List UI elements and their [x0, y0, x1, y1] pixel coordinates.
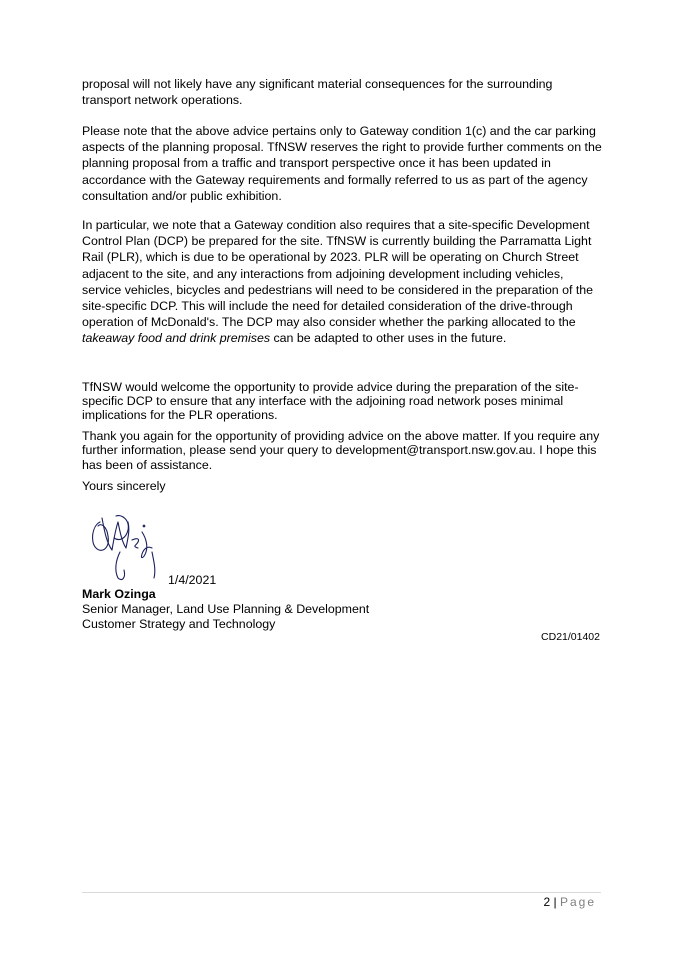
page-footer: [543, 895, 596, 909]
signature-date: 1/4/2021: [168, 573, 217, 587]
dcp-text-start: In particular, we note that a Gateway condition also requires that a site-specific Development Control Plan (DCP) be prepared for the site. TfNSW is currently building the Parramatta Light Rail (PLR), which is due to be operational by 2023. PLR will be operating on Church Street adjacent to the site, and any interactions from adjoining development including vehicles, service vehicles, bicycles and pedestrians will need to be considered in the preparation of the site-specific DCP. This will include the need for detailed consideration of the drive-through operation of McDonald's. The DCP may also consider whether the parking allocated to the: [82, 218, 594, 330]
paragraph-welcome-advice: TfNSW would welcome the opportunity to provide advice during the preparation of the site-specific DCP to ensure that any interface with the adjoining road network poses minimal implications for the PLR operations.: [82, 380, 579, 422]
footer-separator: |: [553, 895, 557, 909]
dcp-text-end: can be adapted to other uses in the future.: [270, 331, 507, 346]
document-reference: CD21/01402: [541, 631, 600, 643]
signatory-name: Mark Ozinga: [82, 587, 156, 601]
signatory-unit: Customer Strategy and Technology: [82, 617, 276, 631]
footer-divider: [82, 892, 601, 893]
closing-salutation: Yours sincerely: [82, 479, 166, 493]
paragraph-advice-scope: Please note that the above advice pertains only to Gateway condition 1(c) and the car parking aspects of the planning proposal. TfNSW reserves the right to provide further comments on the planning proposal from a traffic and transport perspective once it has been updated in accordance with the Gateway requirements and formally referred to us as part of the agency consultation and/or public exhibition.: [82, 124, 602, 203]
paragraph-consequences: proposal will not likely have any significant material consequences for the surrounding transport network operations.: [82, 77, 553, 108]
paragraph-thank-you: Thank you again for the opportunity of providing advice on the above matter. If you require any further information, please send your query to development@transport.nsw.gov.au. I hope this has been of assistance.: [82, 429, 600, 472]
signatory-title: Senior Manager, Land Use Planning & Development: [82, 602, 370, 616]
handwritten-signature: [86, 508, 166, 586]
page-label: Page: [559, 895, 596, 909]
dcp-italic-term: takeaway food and drink premises: [82, 331, 271, 346]
paragraph-dcp: [82, 217, 602, 347]
page-number: 2: [543, 895, 551, 909]
